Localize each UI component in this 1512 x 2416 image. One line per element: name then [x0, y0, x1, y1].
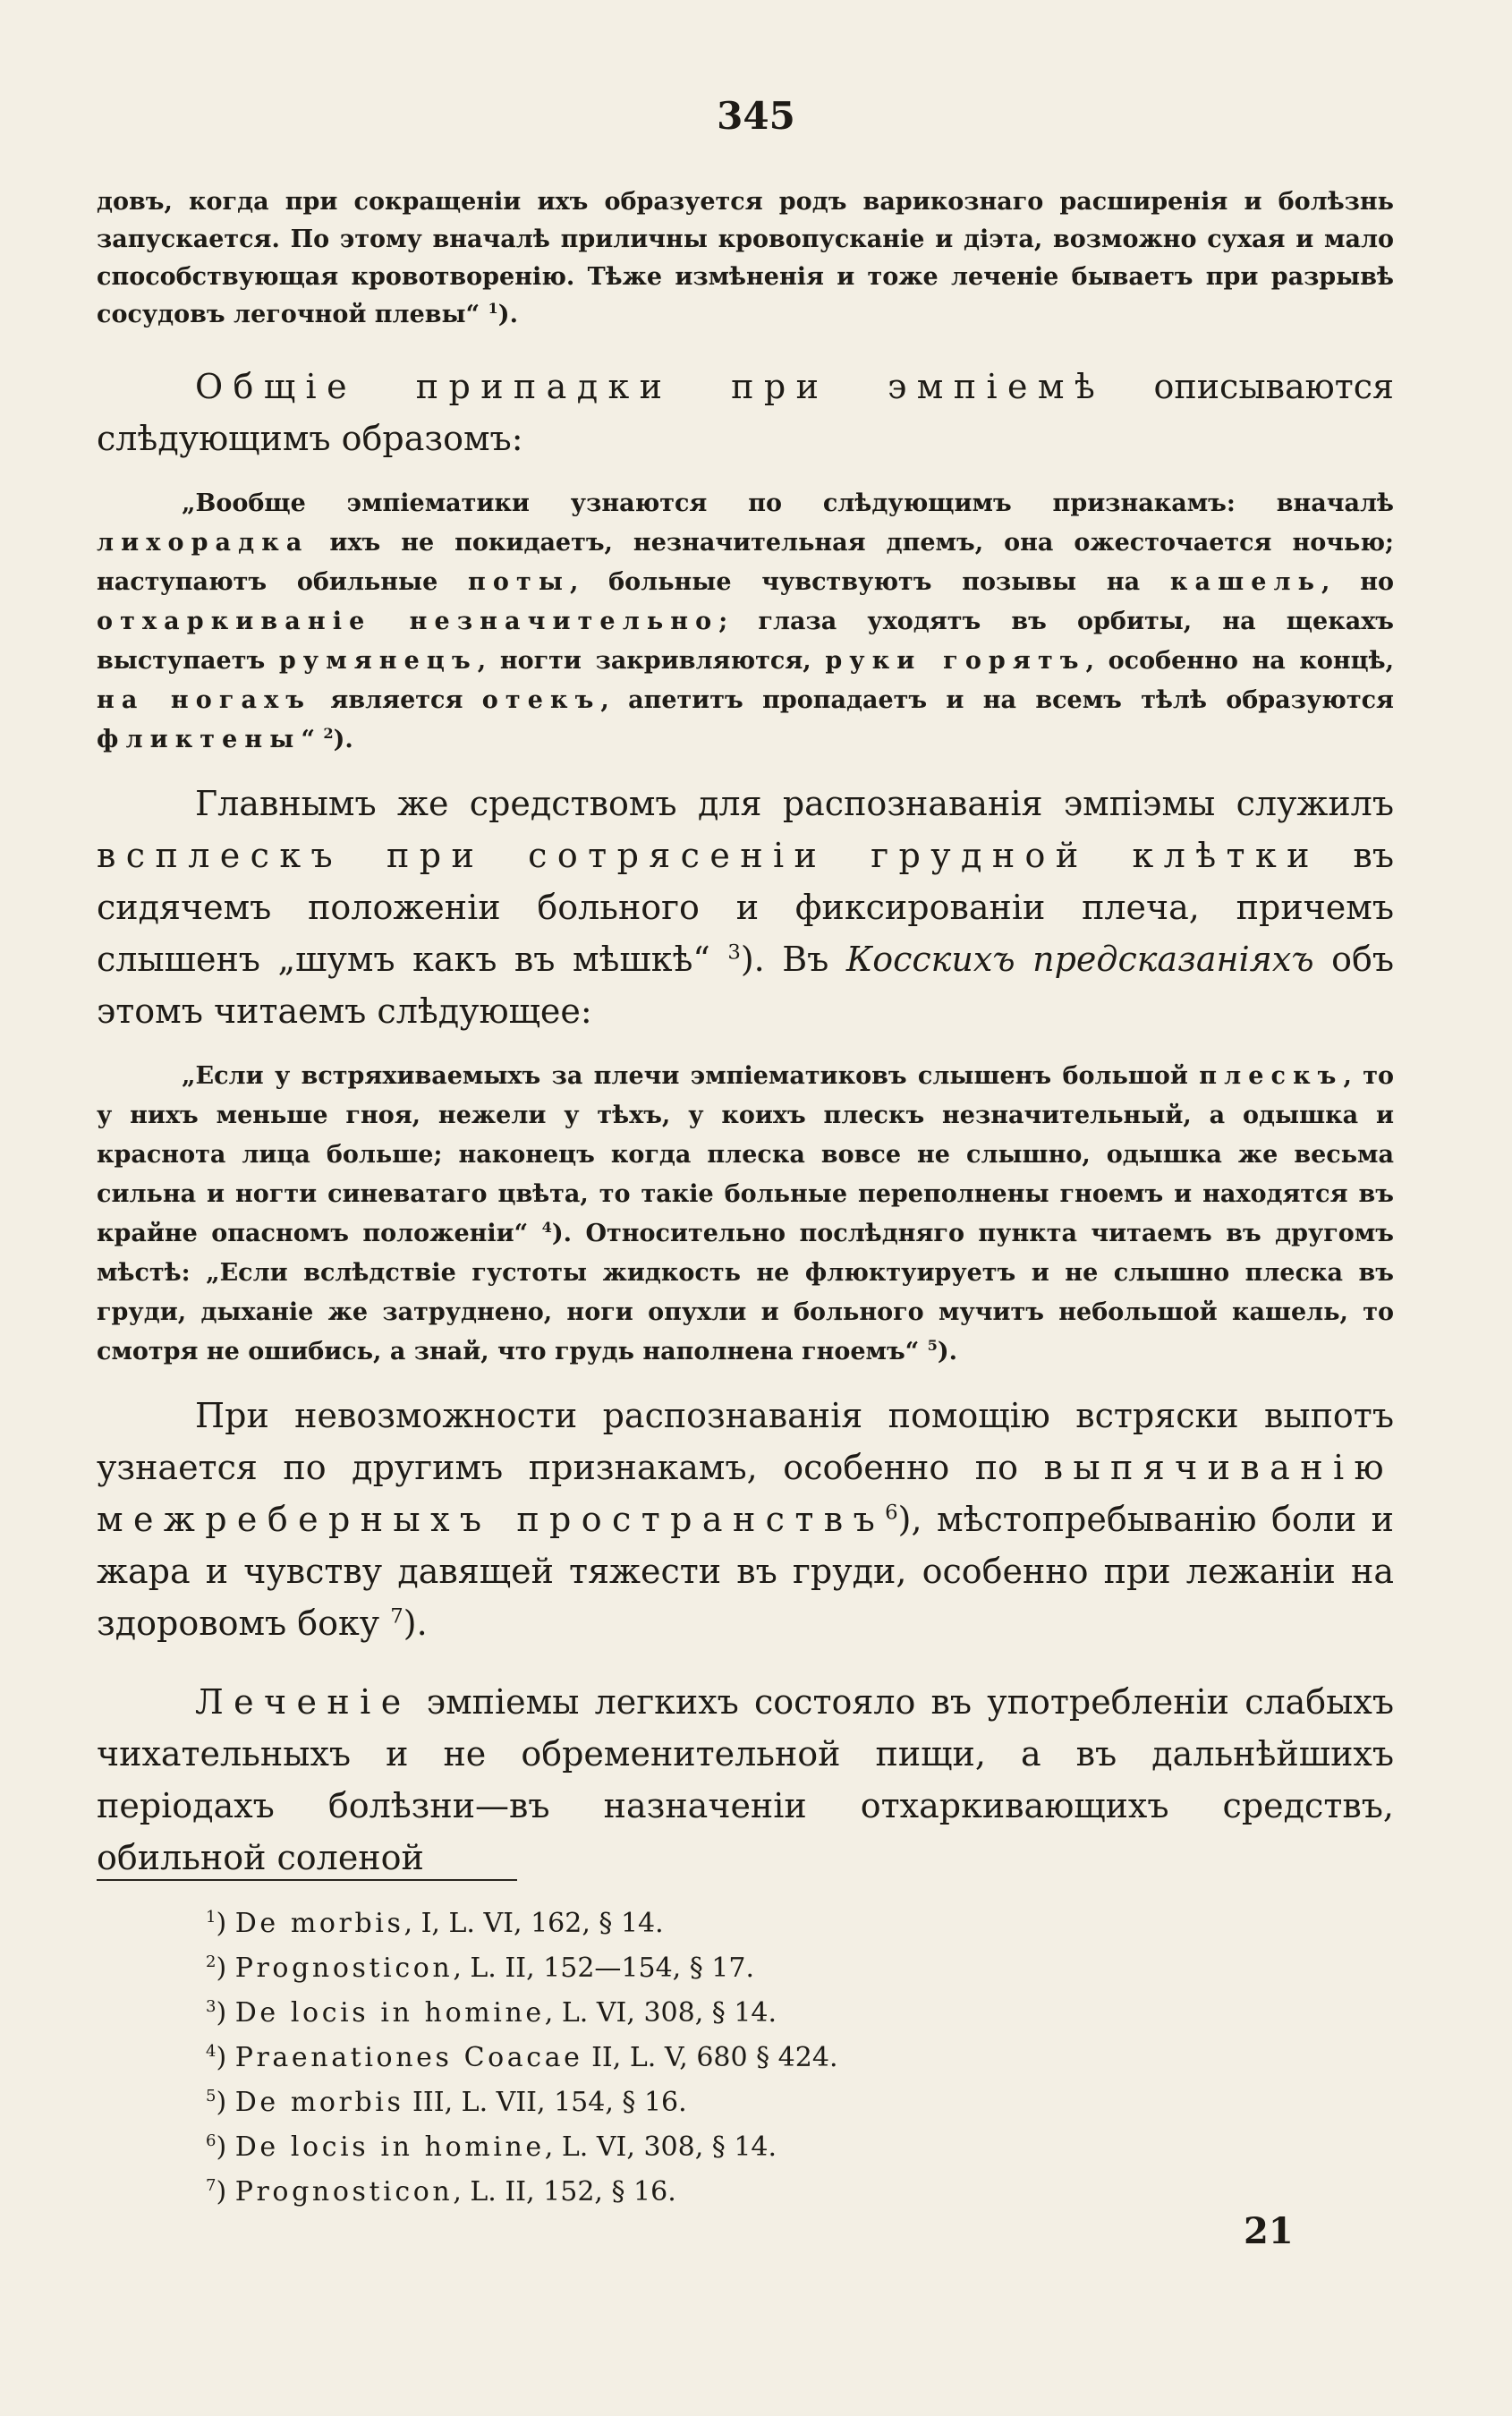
footnote: $^5$) De morbis III, L. VII, 154, § 16.: [206, 2087, 687, 2118]
quote-text: , ногти закривляются,: [477, 647, 826, 675]
footnote-ref-1: 1: [488, 300, 498, 317]
footnote-ref-6: 6: [885, 1501, 898, 1525]
quote-text: „Вообще эмпіематики узнаются по слѣдующимъ признакамъ: вначалѣ: [182, 489, 1394, 517]
footnote: $^6$) De locis in homine, L. VI, 308, § 14.: [206, 2131, 777, 2163]
quote-text: “: [301, 726, 324, 753]
footnote-source: Prognosticon: [234, 1952, 454, 1984]
footnote-source: De morbis: [234, 1908, 404, 1939]
quote-text: ). Относительно послѣдняго пункта читаемъ въ другомъ мѣстѣ: „Если вслѣдствіе густоты жидкость не флюктуируетъ и не слышно плеска въ груди, дыханіе же затруднено, ноги опухли и больного мучитъ небольшой кашель, то смотря не ошибись, а знай, что грудь наполнена гноемъ“: [97, 1220, 1394, 1365]
quote-text: , апетитъ пропадаетъ и на всемъ тѣлѣ образуются: [600, 686, 1394, 714]
spaced-term: фликтены: [97, 726, 302, 753]
paragraph-text: объ этомъ читаемъ слѣдующее:: [97, 940, 1394, 1031]
quote-text: ихъ не покидаетъ, незначительная дпемъ, она ожесточается ночью; наступаютъ обильные: [97, 529, 1394, 596]
footnote-citation: , L. VI, 308, § 14.: [544, 1997, 777, 2029]
page-number: 345: [717, 94, 795, 138]
spaced-term: выпячиванію межреберныхъ пространствъ: [97, 1448, 1394, 1539]
paragraph-general-symptoms: [97, 361, 1394, 464]
signature-mark: 21: [1244, 2210, 1294, 2252]
footnote-ref-4: 4: [541, 1219, 552, 1236]
paragraph-diagnosis: [97, 778, 1394, 1037]
spaced-heading-text: Леченіе: [195, 1682, 412, 1722]
paragraph-text: При невозможности распознаванія помощію встряски выпотъ узнается по другимъ признакамъ, особенно по: [97, 1396, 1394, 1487]
continuation-paragraph: [97, 183, 1394, 334]
footnote: $^3$) De locis in homine, L. VI, 308, § 14.: [206, 1997, 777, 2029]
footnote: $^4$) Praenationes Coacae II, L. V, 680 § 424.: [206, 2042, 838, 2073]
quote-text: является: [311, 686, 482, 714]
footnote-divider: [97, 1879, 517, 1881]
footnote-number: 3: [206, 1997, 217, 2016]
footnote: $^1$) De morbis, I, L. VI, 162, § 14.: [206, 1908, 664, 1939]
footnote-citation: , L. VI, 308, § 14.: [544, 2131, 777, 2163]
footnote-ref-2: 2: [323, 725, 334, 742]
footnote-citation: , L. II, 152—154, § 17.: [453, 1952, 754, 1984]
quote-symptoms: [97, 484, 1394, 760]
footnote-number: 4: [206, 2042, 217, 2061]
footnote-source: De locis in homine: [234, 2131, 545, 2163]
paragraph-text: Главнымъ же средствомъ для распознаванія эмпіэмы служилъ: [195, 784, 1394, 823]
spaced-term: лихорадка: [97, 529, 310, 557]
italic-title: Косскихъ предсказаніяхъ: [845, 940, 1314, 979]
spaced-term: плескъ: [1199, 1062, 1344, 1090]
paragraph-text: въ сидячемъ положеніи больного и фиксированіи плеча, причемъ слышенъ „шумъ какъ въ мѣшкѣ“: [97, 836, 1394, 979]
footnote-number: 2: [206, 1952, 217, 1971]
quote-text: , больные чувствуютъ позывы на: [570, 568, 1170, 596]
footnote-source: Prognosticon: [234, 2176, 454, 2208]
footnote-number: 7: [206, 2176, 217, 2195]
spaced-term: отекъ: [481, 686, 601, 714]
footnote-ref-7: 7: [390, 1604, 403, 1629]
paragraph-other-signs: [97, 1390, 1394, 1649]
paragraph-text: ), мѣстопребыванію боли и жара и чувству давящей тяжести въ груди, особенно при лежаніи на здоровомъ боку: [97, 1500, 1394, 1643]
paragraph-treatment: [97, 1676, 1394, 1884]
spaced-term: на ногахъ: [97, 686, 312, 714]
quote-text: ; глаза уходятъ въ орбиты, на щекахъ выступаетъ: [97, 608, 1395, 675]
footnote-source: Praenationes Coacae: [234, 2042, 583, 2073]
spaced-term: руки горятъ: [825, 647, 1086, 675]
footnote-ref-3: 3: [727, 940, 741, 965]
footnote: $^7$) Prognosticon, L. II, 152, § 16.: [206, 2176, 676, 2208]
continuation-text: довъ, когда при сокращеніи ихъ образуется родъ варикознаго расширенія и болѣзнь запускается. По этому вначалѣ приличны кровопусканіе и діэта, возможно сухая и мало способствующая кровотворенію. Тѣже измѣненія и тоже леченіе бываетъ при разрывѣ сосудовъ легочной плевы“: [97, 188, 1394, 328]
footnote: $^2$) Prognosticon, L. II, 152—154, § 17.: [206, 1952, 754, 1984]
footnote-citation: III, L. VII, 154, § 16.: [403, 2087, 687, 2118]
continuation-tail: ).: [497, 301, 518, 328]
quote-text: ).: [937, 1338, 958, 1365]
page-body: [97, 183, 1394, 1884]
spaced-term: румянецъ: [278, 647, 478, 675]
quote-text: ).: [333, 726, 353, 753]
quote-text: , то у нихъ меньше гноя, нежели у тѣхъ, у коихъ плескъ незначительный, а одышка и краснота лица больше; наконецъ когда плеска вовсе не слышно, одышка же весьма сильна и ногти синеватаго цвѣта, то такіе больные переполнены гноемъ и находятся въ крайне опасномъ положеніи“: [97, 1062, 1394, 1247]
paragraph-text: ). Въ: [740, 940, 846, 979]
quote-text: , но: [1321, 568, 1394, 596]
footnote-citation: II, L. V, 680 § 424.: [582, 2042, 838, 2073]
spaced-term: всплескъ при сотрясеніи грудной клѣтки: [97, 836, 1320, 875]
spaced-heading-text: Общіе припадки при эмпіемѣ: [195, 367, 1106, 406]
paragraph-text: ).: [403, 1604, 428, 1643]
quote-splash: [97, 1057, 1394, 1372]
quote-text: „Если у встряхиваемыхъ за плечи эмпіематиковъ слышенъ большой: [182, 1062, 1200, 1090]
paragraph-text: описываются слѣдующимъ образомъ:: [97, 367, 1394, 458]
footnote-ref-5: 5: [927, 1337, 938, 1354]
paragraph-text: эмпіемы легкихъ состояло въ употребленіи слабыхъ чихательныхъ и не обременительной пищи, а въ дальнѣйшихъ періодахъ болѣзни—въ назначеніи отхаркивающихъ средствъ, обильной соленой: [97, 1682, 1394, 1877]
footnote-citation: , I, L. VI, 162, § 14.: [403, 1908, 664, 1939]
footnote-citation: , L. II, 152, § 16.: [453, 2176, 676, 2208]
spaced-term: отхаркиваніе незначительно: [97, 608, 719, 635]
footnote-source: De morbis: [234, 2087, 404, 2118]
footnote-source: De locis in homine: [234, 1997, 545, 2029]
quote-text: , особенно на концѣ,: [1085, 647, 1395, 675]
spaced-term: поты: [468, 568, 570, 596]
footnote-number: 6: [206, 2131, 217, 2150]
spaced-term: кашель: [1169, 568, 1322, 596]
footnote-number: 5: [206, 2087, 217, 2105]
footnote-number: 1: [206, 1908, 217, 1927]
footnotes: [206, 1901, 1100, 2215]
